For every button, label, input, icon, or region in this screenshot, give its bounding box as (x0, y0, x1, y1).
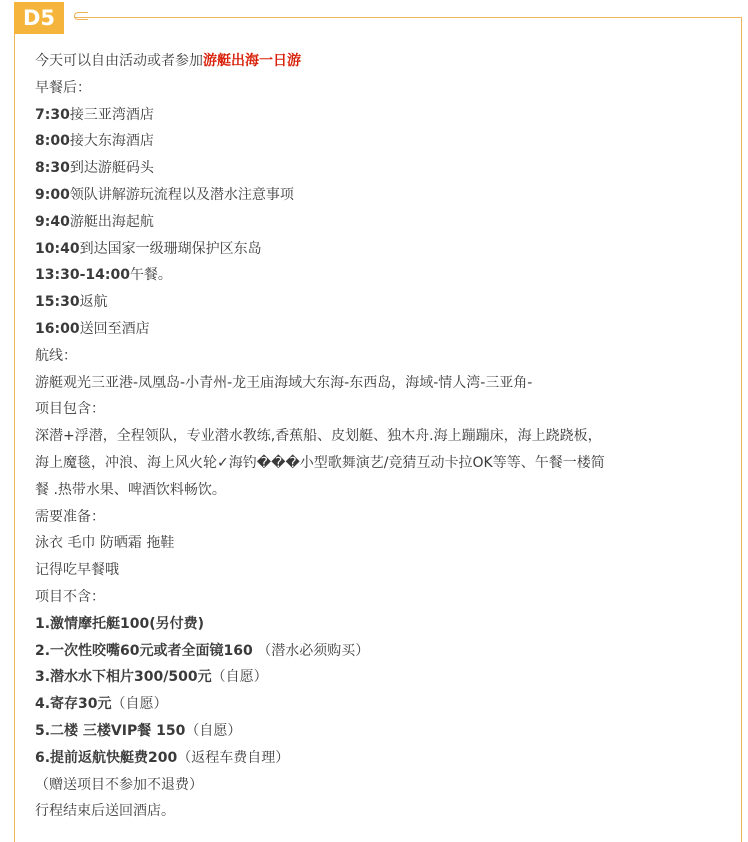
exclude-item-note: （自愿） (111, 696, 168, 713)
exclude-item-main: 3.潜水水下相片300/500元 (35, 669, 212, 686)
schedule-time: 15:30 (35, 294, 80, 311)
excludes-label: 项目不含： (35, 588, 105, 605)
schedule-text: 午餐。 (129, 267, 172, 284)
schedule-item (35, 262, 725, 289)
exclude-item-main: 6.提前返航快艇费200 (35, 749, 178, 766)
schedule-item (35, 102, 725, 129)
gift-note: （赠送项目不参加不退费） (35, 776, 203, 793)
includes-line: 餐 .热带水果、啤酒饮料畅饮。 (35, 481, 226, 498)
schedule-list (35, 102, 725, 343)
exclude-item (35, 718, 725, 745)
schedule-text: 返航 (79, 294, 108, 311)
exclude-item (35, 664, 725, 691)
schedule-text: 送回至酒店 (79, 320, 150, 337)
day-badge: D5 (14, 2, 64, 34)
schedule-item (35, 155, 725, 182)
schedule-time: 8:00 (35, 133, 70, 150)
schedule-text: 接大东海酒店 (69, 133, 154, 150)
includes-line: 海上魔毯，冲浪、海上风火轮✓海钓���小型歌舞演艺/竞猜互动卡拉OK等等、午餐一楼简 (35, 454, 605, 471)
intro-line (35, 48, 725, 75)
excludes-list (35, 611, 725, 772)
schedule-text: 到达国家一级珊瑚保护区东岛 (79, 240, 262, 257)
itinerary-content (35, 48, 725, 825)
exclude-item (35, 745, 725, 772)
schedule-text: 接三亚湾酒店 (69, 106, 154, 123)
includes-label: 项目包含： (35, 401, 105, 418)
route-text: 游艇观光三亚港-凤凰岛-小青州-龙王庙海域大东海-东西岛，海域-情人湾-三亚角- (35, 374, 533, 391)
prepare-items: 泳衣 毛巾 防晒霜 拖鞋 (35, 535, 175, 552)
schedule-time: 10:40 (35, 240, 80, 257)
header-rule (74, 17, 742, 18)
schedule-time: 9:00 (35, 186, 70, 203)
exclude-item (35, 691, 725, 718)
exclude-item (35, 638, 725, 665)
exclude-item-note: （自愿） (211, 669, 268, 686)
exclude-item-main: 4.寄存30元 (35, 696, 112, 713)
intro-highlight: 游艇出海一日游 (203, 53, 301, 69)
badge-decoration (74, 12, 88, 20)
schedule-time: 9:40 (35, 213, 70, 230)
exclude-item-note: （返程车费自理） (177, 749, 290, 766)
schedule-time: 16:00 (35, 320, 80, 337)
schedule-text: 领队讲解游玩流程以及潜水注意事项 (69, 186, 294, 203)
route-label: 航线： (35, 347, 77, 364)
includes-line: 深潜+浮潜，全程领队，专业潜水教练,香蕉船、皮划艇、独木舟.海上蹦蹦床，海上跷跷板， (35, 428, 602, 445)
exclude-item-note: （自愿） (185, 722, 242, 739)
schedule-item (35, 289, 725, 316)
exclude-item-main: 1.激情摩托艇100(另付费) (35, 615, 205, 632)
prepare-label: 需要准备： (35, 508, 105, 525)
schedule-text: 游艇出海起航 (69, 213, 154, 230)
exclude-item-main: 5.二楼 三楼VIP餐 150 (35, 722, 186, 739)
schedule-item (35, 316, 725, 343)
schedule-item (35, 236, 725, 263)
schedule-item (35, 182, 725, 209)
schedule-time: 13:30-14:00 (35, 267, 130, 284)
schedule-time: 7:30 (35, 106, 70, 123)
closing-text: 行程结束后送回酒店。 (35, 803, 175, 820)
schedule-time: 8:30 (35, 160, 70, 177)
exclude-item-note: （潜水必须购买） (252, 642, 370, 659)
schedule-text: 到达游艇码头 (69, 160, 154, 177)
after-breakfast-label: 早餐后： (35, 79, 91, 96)
exclude-item-main: 2.一次性咬嘴60元或者全面镜160 (35, 642, 253, 659)
breakfast-reminder: 记得吃早餐哦 (35, 562, 119, 579)
intro-prefix: 今天可以自由活动或者参加 (35, 53, 203, 69)
exclude-item (35, 611, 725, 638)
schedule-item (35, 128, 725, 155)
schedule-item (35, 209, 725, 236)
